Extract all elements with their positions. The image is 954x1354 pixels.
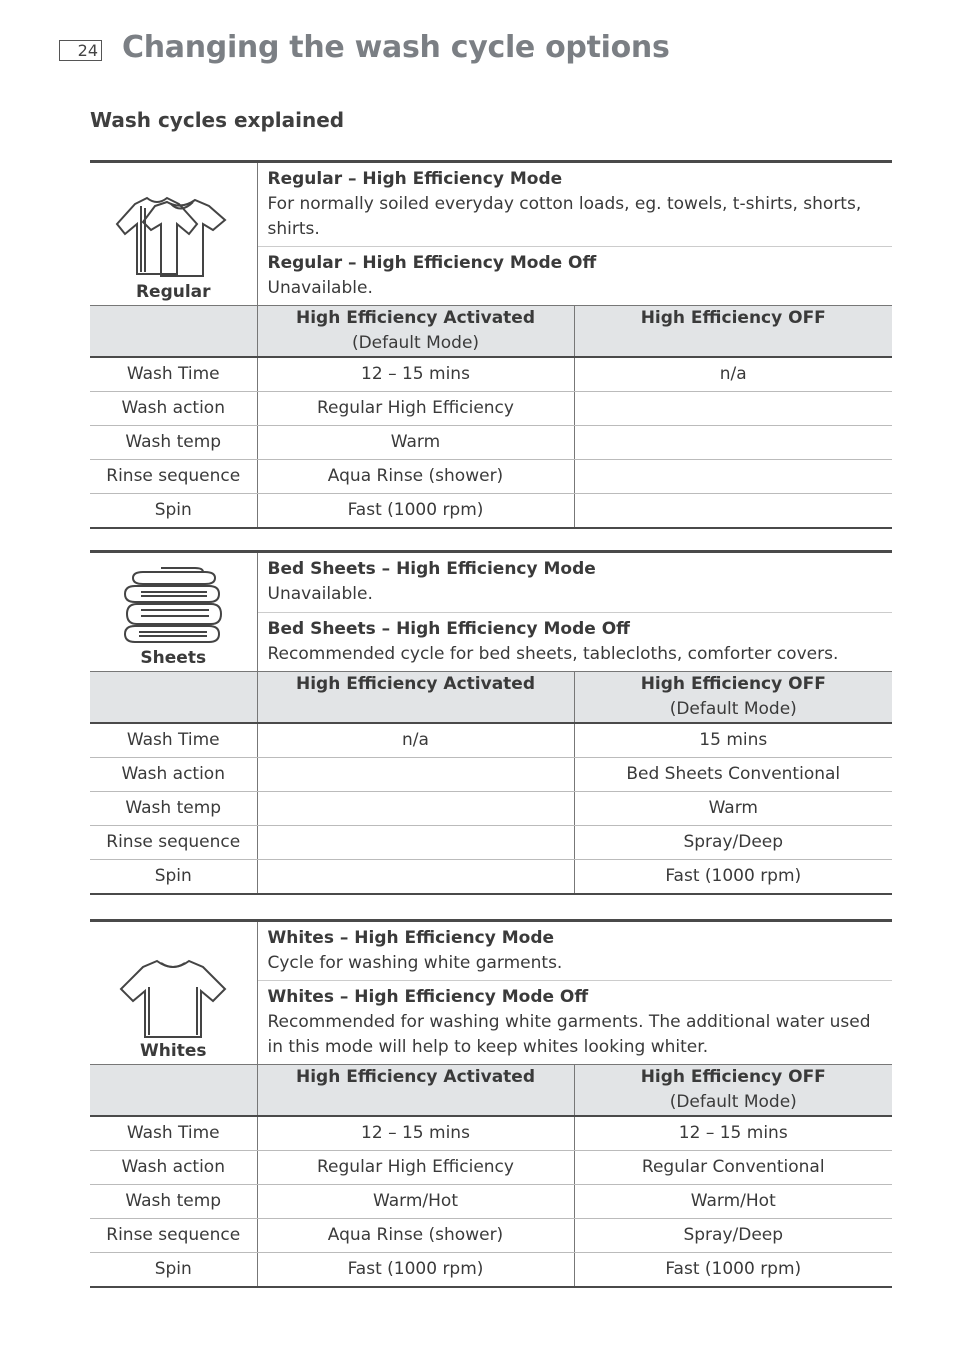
table-row [90, 1219, 892, 1253]
row-activated-value [257, 826, 574, 860]
table-row [90, 1116, 892, 1151]
table-row [90, 860, 892, 895]
cycle-table [90, 919, 892, 1288]
cycle-label: Whites [140, 1041, 207, 1061]
row-label: Wash Time [90, 723, 257, 758]
table-row [90, 1151, 892, 1185]
mode-off-description [257, 612, 892, 672]
row-label: Spin [90, 860, 257, 895]
mode-on-description [257, 552, 892, 613]
header-activated-label: High Efficiency Activated [296, 1067, 535, 1087]
row-off-value: 15 mins [574, 723, 892, 758]
header-activated [257, 672, 574, 724]
table-row [90, 826, 892, 860]
table-row [90, 1253, 892, 1288]
cycle-table [90, 550, 892, 895]
table-row [90, 723, 892, 758]
row-label: Rinse sequence [90, 826, 257, 860]
row-label: Rinse sequence [90, 460, 257, 494]
page-title: Changing the wash cycle options [122, 30, 670, 65]
table-row [90, 392, 892, 426]
header-activated-label: High Efficiency Activated [296, 674, 535, 694]
table-header-row [90, 306, 892, 358]
row-off-value [574, 392, 892, 426]
cycle-label: Sheets [140, 648, 207, 668]
table-row [90, 460, 892, 494]
mode-on-title: Whites – High Efficiency Mode [267, 928, 555, 948]
table-row [90, 758, 892, 792]
t-shirt-icon [117, 957, 229, 1039]
row-activated-value [257, 792, 574, 826]
mode-off-title: Whites – High Efficiency Mode Off [267, 987, 589, 1007]
table-row [90, 426, 892, 460]
row-off-value [574, 494, 892, 529]
row-label: Wash temp [90, 1185, 257, 1219]
mode-off-text: Unavailable. [267, 278, 373, 298]
row-label: Wash Time [90, 1116, 257, 1151]
header-off-label: High Efficiency OFF [640, 308, 826, 328]
mode-on-text: Cycle for washing white garments. [267, 953, 563, 973]
row-off-value [574, 460, 892, 494]
row-activated-value: Warm [257, 426, 574, 460]
row-label: Spin [90, 1253, 257, 1288]
row-activated-value: 12 – 15 mins [257, 357, 574, 392]
row-off-value [574, 426, 892, 460]
header-blank [90, 672, 257, 724]
header-blank [90, 1065, 257, 1117]
folded-sheets-icon [121, 566, 225, 646]
row-label: Wash action [90, 758, 257, 792]
row-label: Wash temp [90, 792, 257, 826]
row-label: Wash temp [90, 426, 257, 460]
header-activated-label: High Efficiency Activated [296, 308, 535, 328]
table-row [90, 1185, 892, 1219]
cycle-table-whites [90, 919, 892, 1288]
mode-on-text: For normally soiled everyday cotton loads, eg. towels, t-shirts, shorts, shirts. [267, 194, 862, 239]
header-off-label: High Efficiency OFF [640, 674, 826, 694]
row-label: Rinse sequence [90, 1219, 257, 1253]
section-heading: Wash cycles explained [90, 108, 345, 132]
header-activated-sub: (Default Mode) [351, 333, 480, 353]
table-row [90, 792, 892, 826]
mode-off-title: Bed Sheets – High Efficiency Mode Off [267, 618, 630, 639]
cycle-icon-cell [90, 552, 257, 672]
row-label: Wash action [90, 392, 257, 426]
header-off [574, 306, 892, 358]
header-blank [90, 306, 257, 358]
row-off-value: Spray/Deep [574, 826, 892, 860]
mode-off-text: Recommended cycle for bed sheets, tablecloths, comforter covers. [267, 643, 839, 664]
mode-off-description [257, 981, 892, 1065]
shirts-icon [111, 194, 235, 280]
mode-on-text: Unavailable. [267, 584, 373, 604]
row-activated-value: Aqua Rinse (shower) [257, 1219, 574, 1253]
cycle-table-sheets [90, 550, 892, 895]
row-activated-value: 12 – 15 mins [257, 1116, 574, 1151]
row-label: Spin [90, 494, 257, 529]
row-off-value: Spray/Deep [574, 1219, 892, 1253]
mode-off-text: Recommended for washing white garments. The additional water used in this mode will help to keep whites looking whiter. [267, 1012, 871, 1057]
mode-on-description [257, 921, 892, 981]
cycle-icon-cell [90, 921, 257, 1065]
header-off-sub: (Default Mode) [669, 699, 797, 719]
table-row [90, 494, 892, 529]
row-label: Wash action [90, 1151, 257, 1185]
header-off-label: High Efficiency OFF [640, 1067, 826, 1087]
mode-on-title: Regular – High Efficiency Mode [267, 169, 563, 189]
row-off-value: 12 – 15 mins [574, 1116, 892, 1151]
cycle-label: Regular [135, 282, 211, 302]
row-activated-value: Fast (1000 rpm) [257, 1253, 574, 1288]
table-row [90, 357, 892, 392]
mode-on-title: Bed Sheets – High Efficiency Mode [267, 559, 596, 579]
cycle-icon-cell [90, 162, 257, 306]
header-off-sub: (Default Mode) [669, 1092, 797, 1112]
table-header-row [90, 672, 892, 724]
row-activated-value: Aqua Rinse (shower) [257, 460, 574, 494]
row-off-value: Warm/Hot [574, 1185, 892, 1219]
mode-off-title: Regular – High Efficiency Mode Off [267, 253, 597, 273]
table-header-row [90, 1065, 892, 1117]
row-activated-value: Fast (1000 rpm) [257, 494, 574, 529]
cycle-table [90, 160, 892, 529]
row-activated-value [257, 860, 574, 895]
row-label: Wash Time [90, 357, 257, 392]
row-off-value: Fast (1000 rpm) [574, 860, 892, 895]
header-activated [257, 306, 574, 358]
row-off-value: Warm [574, 792, 892, 826]
mode-off-description [257, 247, 892, 306]
header-off [574, 1065, 892, 1117]
row-activated-value [257, 758, 574, 792]
row-activated-value: Regular High Efficiency [257, 392, 574, 426]
header-activated [257, 1065, 574, 1117]
row-off-value: Bed Sheets Conventional [574, 758, 892, 792]
row-off-value: Regular Conventional [574, 1151, 892, 1185]
page-number: 24 [59, 40, 102, 61]
mode-on-description [257, 162, 892, 247]
cycle-table-regular [90, 160, 892, 529]
row-off-value: n/a [574, 357, 892, 392]
row-activated-value: Warm/Hot [257, 1185, 574, 1219]
header-off [574, 672, 892, 724]
row-off-value: Fast (1000 rpm) [574, 1253, 892, 1288]
row-activated-value: n/a [257, 723, 574, 758]
row-activated-value: Regular High Efficiency [257, 1151, 574, 1185]
